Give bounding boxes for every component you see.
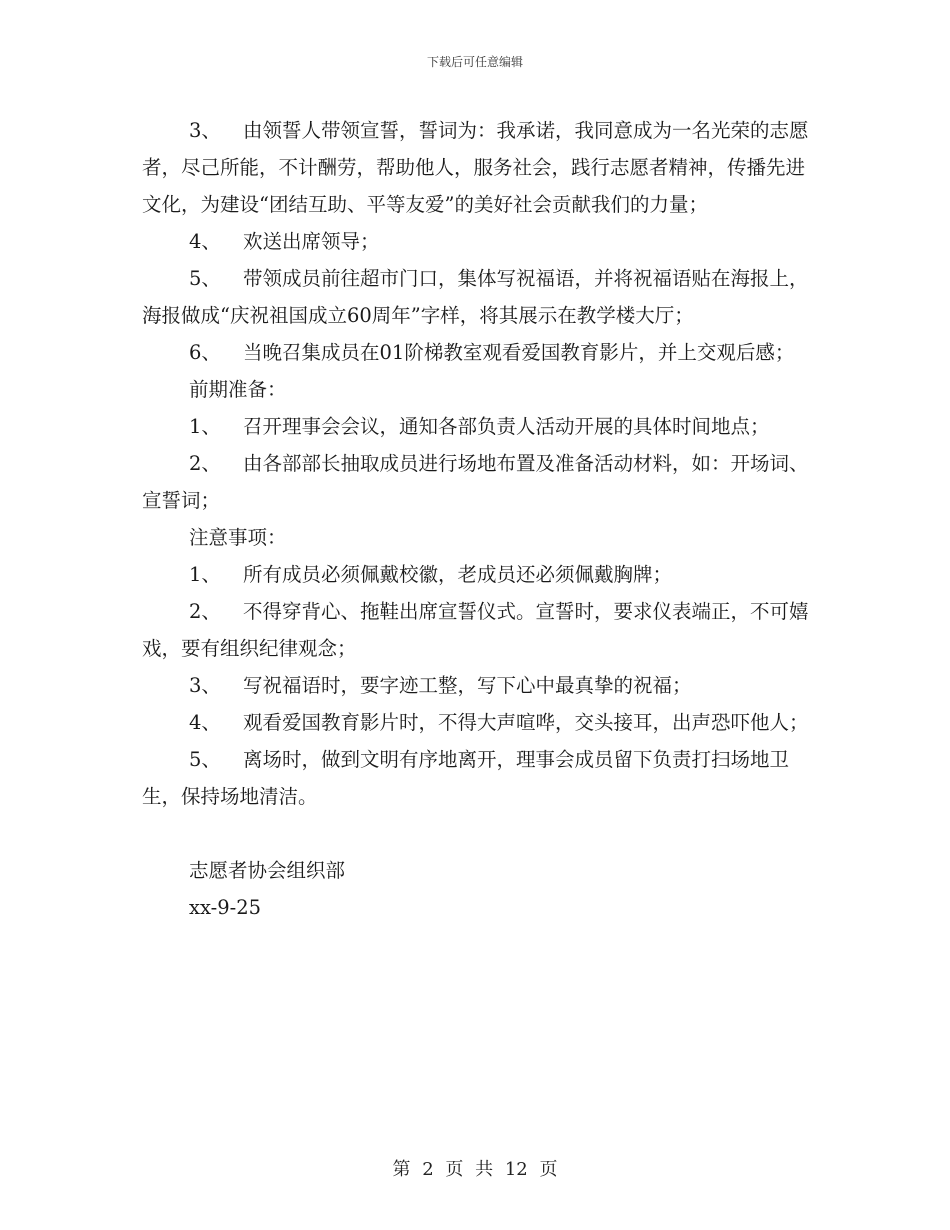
list-item [142,334,822,371]
document-body [142,112,822,926]
item-number: 4、 [189,711,221,734]
list-item [142,593,822,667]
signature-organization: 志愿者协会组织部 [189,859,346,882]
item-text: 观看爱国教育影片时，不得大声喧哗，交头接耳，出声恐吓他人； [243,711,809,734]
page-header: 下载后可任意编辑 [426,55,523,69]
list-item [142,445,822,519]
item-text: 带领成员前往超市门口，集体写祝福语，并将祝福语贴在海报上，海报做成“庆祝祖国成立60周年”字样，将其展示在教学楼大厅； [142,267,809,327]
item-number: 5、 [189,267,221,290]
list-item [142,260,822,334]
section-heading-preparation: 前期准备： [189,378,287,401]
item-number: 1、 [189,415,221,438]
list-item [142,408,822,445]
item-number: 5、 [189,748,221,771]
item-number: 2、 [189,600,221,623]
signature-date: xx-9-25 [189,896,262,919]
item-text: 不得穿背心、拖鞋出席宣誓仪式。宣誓时，要求仪表端正，不可嬉戏，要有组织纪律观念； [142,600,809,660]
item-number: 3、 [189,674,221,697]
item-text: 写祝福语时，要字迹工整，写下心中最真挚的祝福； [243,674,692,697]
item-text: 离场时，做到文明有序地离开，理事会成员留下负责打扫场地卫生，保持场地清洁。 [142,748,790,808]
item-number: 1、 [189,563,221,586]
list-item [142,741,822,815]
blank-line [142,815,822,852]
page-number-footer: 第 2 页 共 12 页 [392,1159,558,1180]
list-item [142,112,822,223]
list-item [142,704,822,741]
item-text: 所有成员必须佩戴校徽，老成员还必须佩戴胸牌； [243,563,673,586]
item-number: 4、 [189,230,221,253]
item-number: 3、 [189,119,221,142]
item-number: 6、 [189,341,221,364]
item-text: 由领誓人带领宣誓，誓词为：我承诺，我同意成为一名光荣的志愿者，尽己所能，不计酬劳，帮助他人，服务社会，践行志愿者精神，传播先进文化，为建设“团结互助、平等友爱”的美好社会贡献我们的力量； [142,119,809,216]
item-number: 2、 [189,452,221,475]
list-item [142,667,822,704]
list-item [142,556,822,593]
item-text: 召开理事会会议，通知各部负责人活动开展的具体时间地点； [243,415,770,438]
section-heading-notes: 注意事项： [189,526,287,549]
item-text: 当晚召集成员在01阶梯教室观看爱国教育影片，并上交观后感； [243,341,795,364]
list-item [142,223,822,260]
item-text: 由各部部长抽取成员进行场地布置及准备活动材料，如：开场词、宣誓词； [142,452,809,512]
item-text: 欢送出席领导； [243,230,380,253]
